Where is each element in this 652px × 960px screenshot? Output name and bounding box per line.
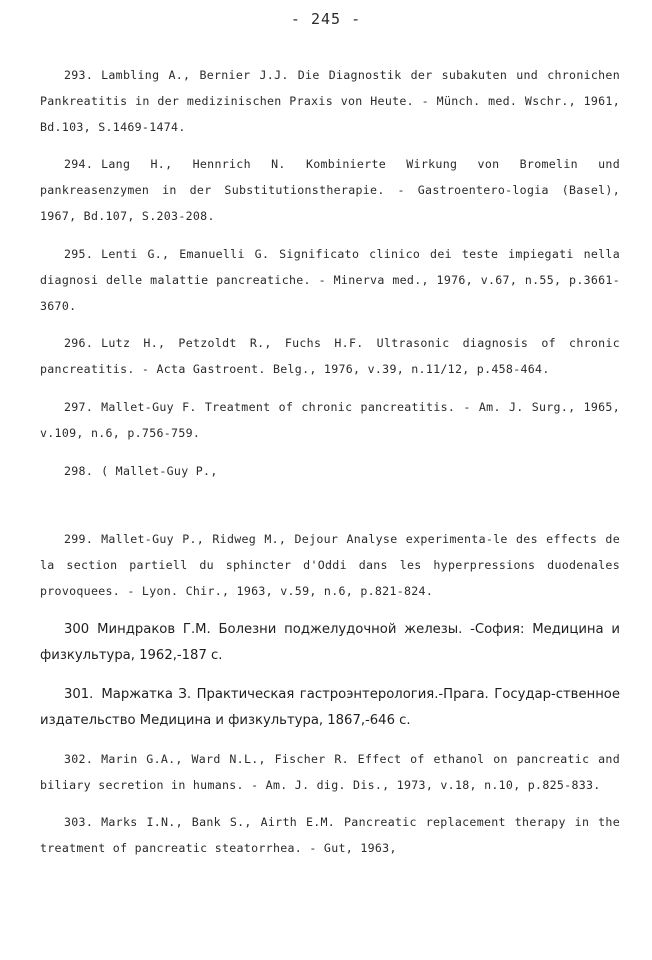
entry-number: 293. [64, 67, 94, 82]
bibliography-list [40, 50, 620, 863]
entry-text: Marin G.A., Ward N.L., Fischer R. Effect of ethanol on pancreatic and biliary secretion in humans. - Am. J. dig. Dis., 1973, v.18, n.10, p.825-833. [40, 751, 620, 792]
bibliography-entry [40, 394, 620, 446]
entry-text: Миндраков Г.М. Болезни поджелудочной железы. -София: Медицина и физкультура, 1962,-187 с. [40, 621, 620, 663]
entry-text: Lenti G., Emanuelli G. Significato clinico dei teste impiegati nella diagnosi delle malattie pancreatiche. - Minerva med., 1976, v.67, n.55, p.3661-3670. [40, 246, 620, 313]
bibliography-entry [40, 330, 620, 382]
entry-text: Lang H., Hennrich N. Kombinierte Wirkung von Bromelin und pankreasenzymen in der Substitutionstherapie. - Gastroentero-logia (Basel), 1967, Bd.107, S.203-208. [40, 157, 620, 224]
entry-text: ( Mallet-Guy P., [101, 463, 218, 478]
bibliography-entry [40, 241, 620, 319]
bibliography-entry [40, 151, 620, 229]
entry-text: Marks I.N., Bank S., Airth E.M. Pancreatic replacement therapy in the treatment of pancreatic steatorrhea. - Gut, 1963, [40, 815, 620, 856]
bibliography-entry [40, 809, 620, 861]
entry-number: 301. [64, 686, 94, 702]
entry-text: Lutz H., Petzoldt R., Fuchs H.F. Ultrasonic diagnosis of chronic pancreatitis. - Acta Gastroent. Belg., 1976, v.39, n.11/12, p.458-464. [40, 336, 620, 377]
entry-number: 299. [64, 531, 94, 546]
page-number: - 245 - [290, 10, 362, 28]
bibliography-entry [40, 682, 620, 734]
bibliography-entry [40, 62, 620, 140]
entry-number: 296. [64, 336, 94, 351]
entry-number: 298. [64, 463, 94, 478]
entry-text: Маржатка З. Практическая гастроэнтерология.-Прага. Государ-ственное издательство Медицина и физкультура, 1867,-646 с. [40, 686, 620, 728]
entry-number: 297. [64, 399, 94, 414]
entry-number: 300 [64, 621, 90, 637]
bibliography-entry [40, 617, 620, 669]
entry-text: Lambling A., Bernier J.J. Die Diagnostik der subakuten und chronichen Pankreatitis in der medizinischen Praxis von Heute. - Münch. med. Wschr., 1961, Bd.103, S.1469-1474. [40, 67, 620, 134]
bibliography-entry [40, 746, 620, 798]
bibliography-entry [40, 526, 620, 604]
entry-number: 303. [64, 815, 94, 830]
entry-text: Mallet-Guy F. Treatment of chronic pancreatitis. - Am. J. Surg., 1965, v.109, n.6, p.756-759. [40, 399, 620, 440]
bibliography-entry [40, 458, 620, 484]
entry-number: 294. [64, 157, 94, 172]
entry-number: 295. [64, 246, 94, 261]
entry-text: Mallet-Guy P., Ridweg M., Dejour Analyse experimenta-le des effects de la section partiell du sphincter d'Oddi dans les hyperpressions duodenales provoquees. - Lyon. Chir., 1963, v.59, n.6, p.821-824. [40, 531, 620, 598]
entry-number: 302. [64, 751, 94, 766]
